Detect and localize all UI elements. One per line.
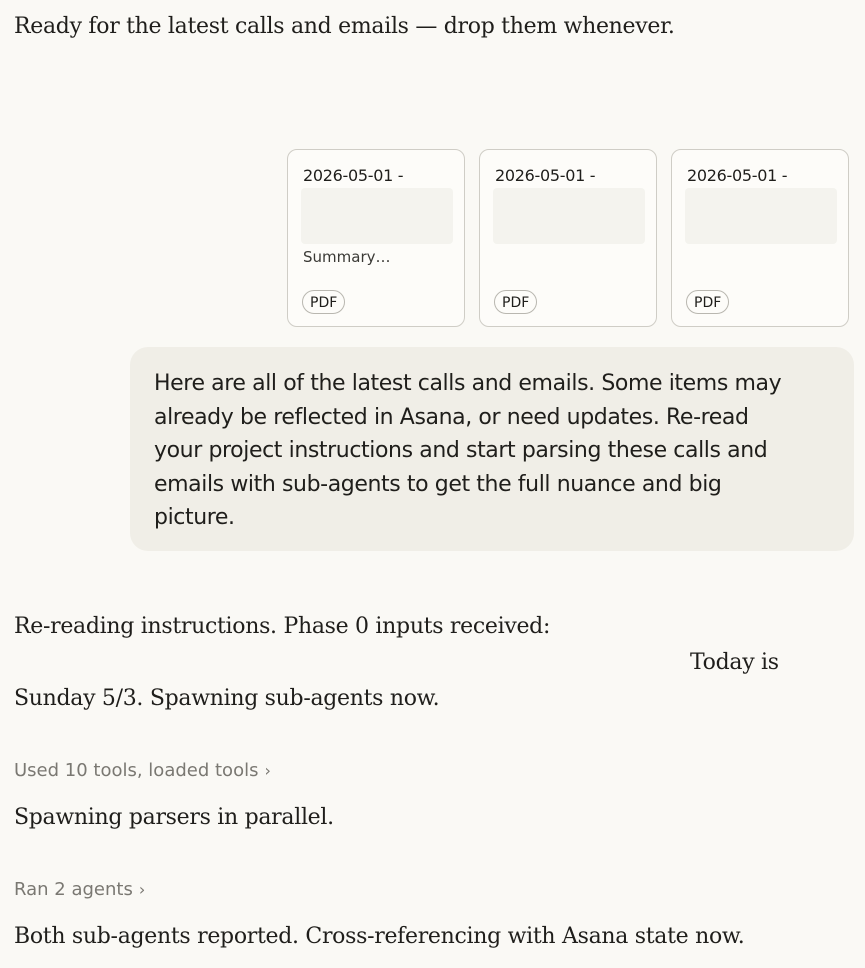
attachment-preview (685, 188, 837, 244)
pdf-badge: PDF (494, 290, 537, 314)
assistant-reply-line1: Re-reading instructions. Phase 0 inputs received: (14, 614, 551, 639)
pdf-badge: PDF (686, 290, 729, 314)
assistant-parsers-message: Spawning parsers in parallel. (14, 805, 334, 830)
user-message-text: Here are all of the latest calls and emails. Some items may already be reflected in Asana, or need updates. Re-read your project instructions and start parsing these calls and emails with sub-agents to get the full nuance and big picture. (154, 371, 782, 530)
chevron-right-icon: › (138, 880, 146, 899)
attachment-card[interactable] (479, 149, 657, 327)
assistant-final-message: Both sub-agents reported. Cross-referencing with Asana state now. (14, 924, 745, 949)
agents-ran-label: Ran 2 agents (14, 879, 133, 900)
attachment-card[interactable] (287, 149, 465, 327)
assistant-reply-line2: Sunday 5/3. Spawning sub-agents now. (14, 686, 440, 711)
attachment-preview (493, 188, 645, 244)
tools-used-label: Used 10 tools, loaded tools (14, 760, 259, 781)
attachment-title: 2026-05-01 - (495, 166, 596, 185)
agents-ran-toggle[interactable] (14, 879, 145, 900)
attachment-card[interactable] (671, 149, 849, 327)
assistant-reply-date-prefix: Today is (690, 650, 779, 675)
pdf-badge: PDF (302, 290, 345, 314)
attachment-title: 2026-05-01 - (687, 166, 788, 185)
user-message-bubble (130, 347, 854, 551)
chevron-right-icon: › (264, 761, 271, 780)
attachment-summary: Summary… (303, 248, 391, 266)
attachment-preview (301, 188, 453, 244)
attachment-title: 2026-05-01 - (303, 166, 404, 185)
assistant-message-intro: Ready for the latest calls and emails — drop them whenever. (14, 14, 675, 39)
tools-used-toggle[interactable] (14, 760, 271, 781)
